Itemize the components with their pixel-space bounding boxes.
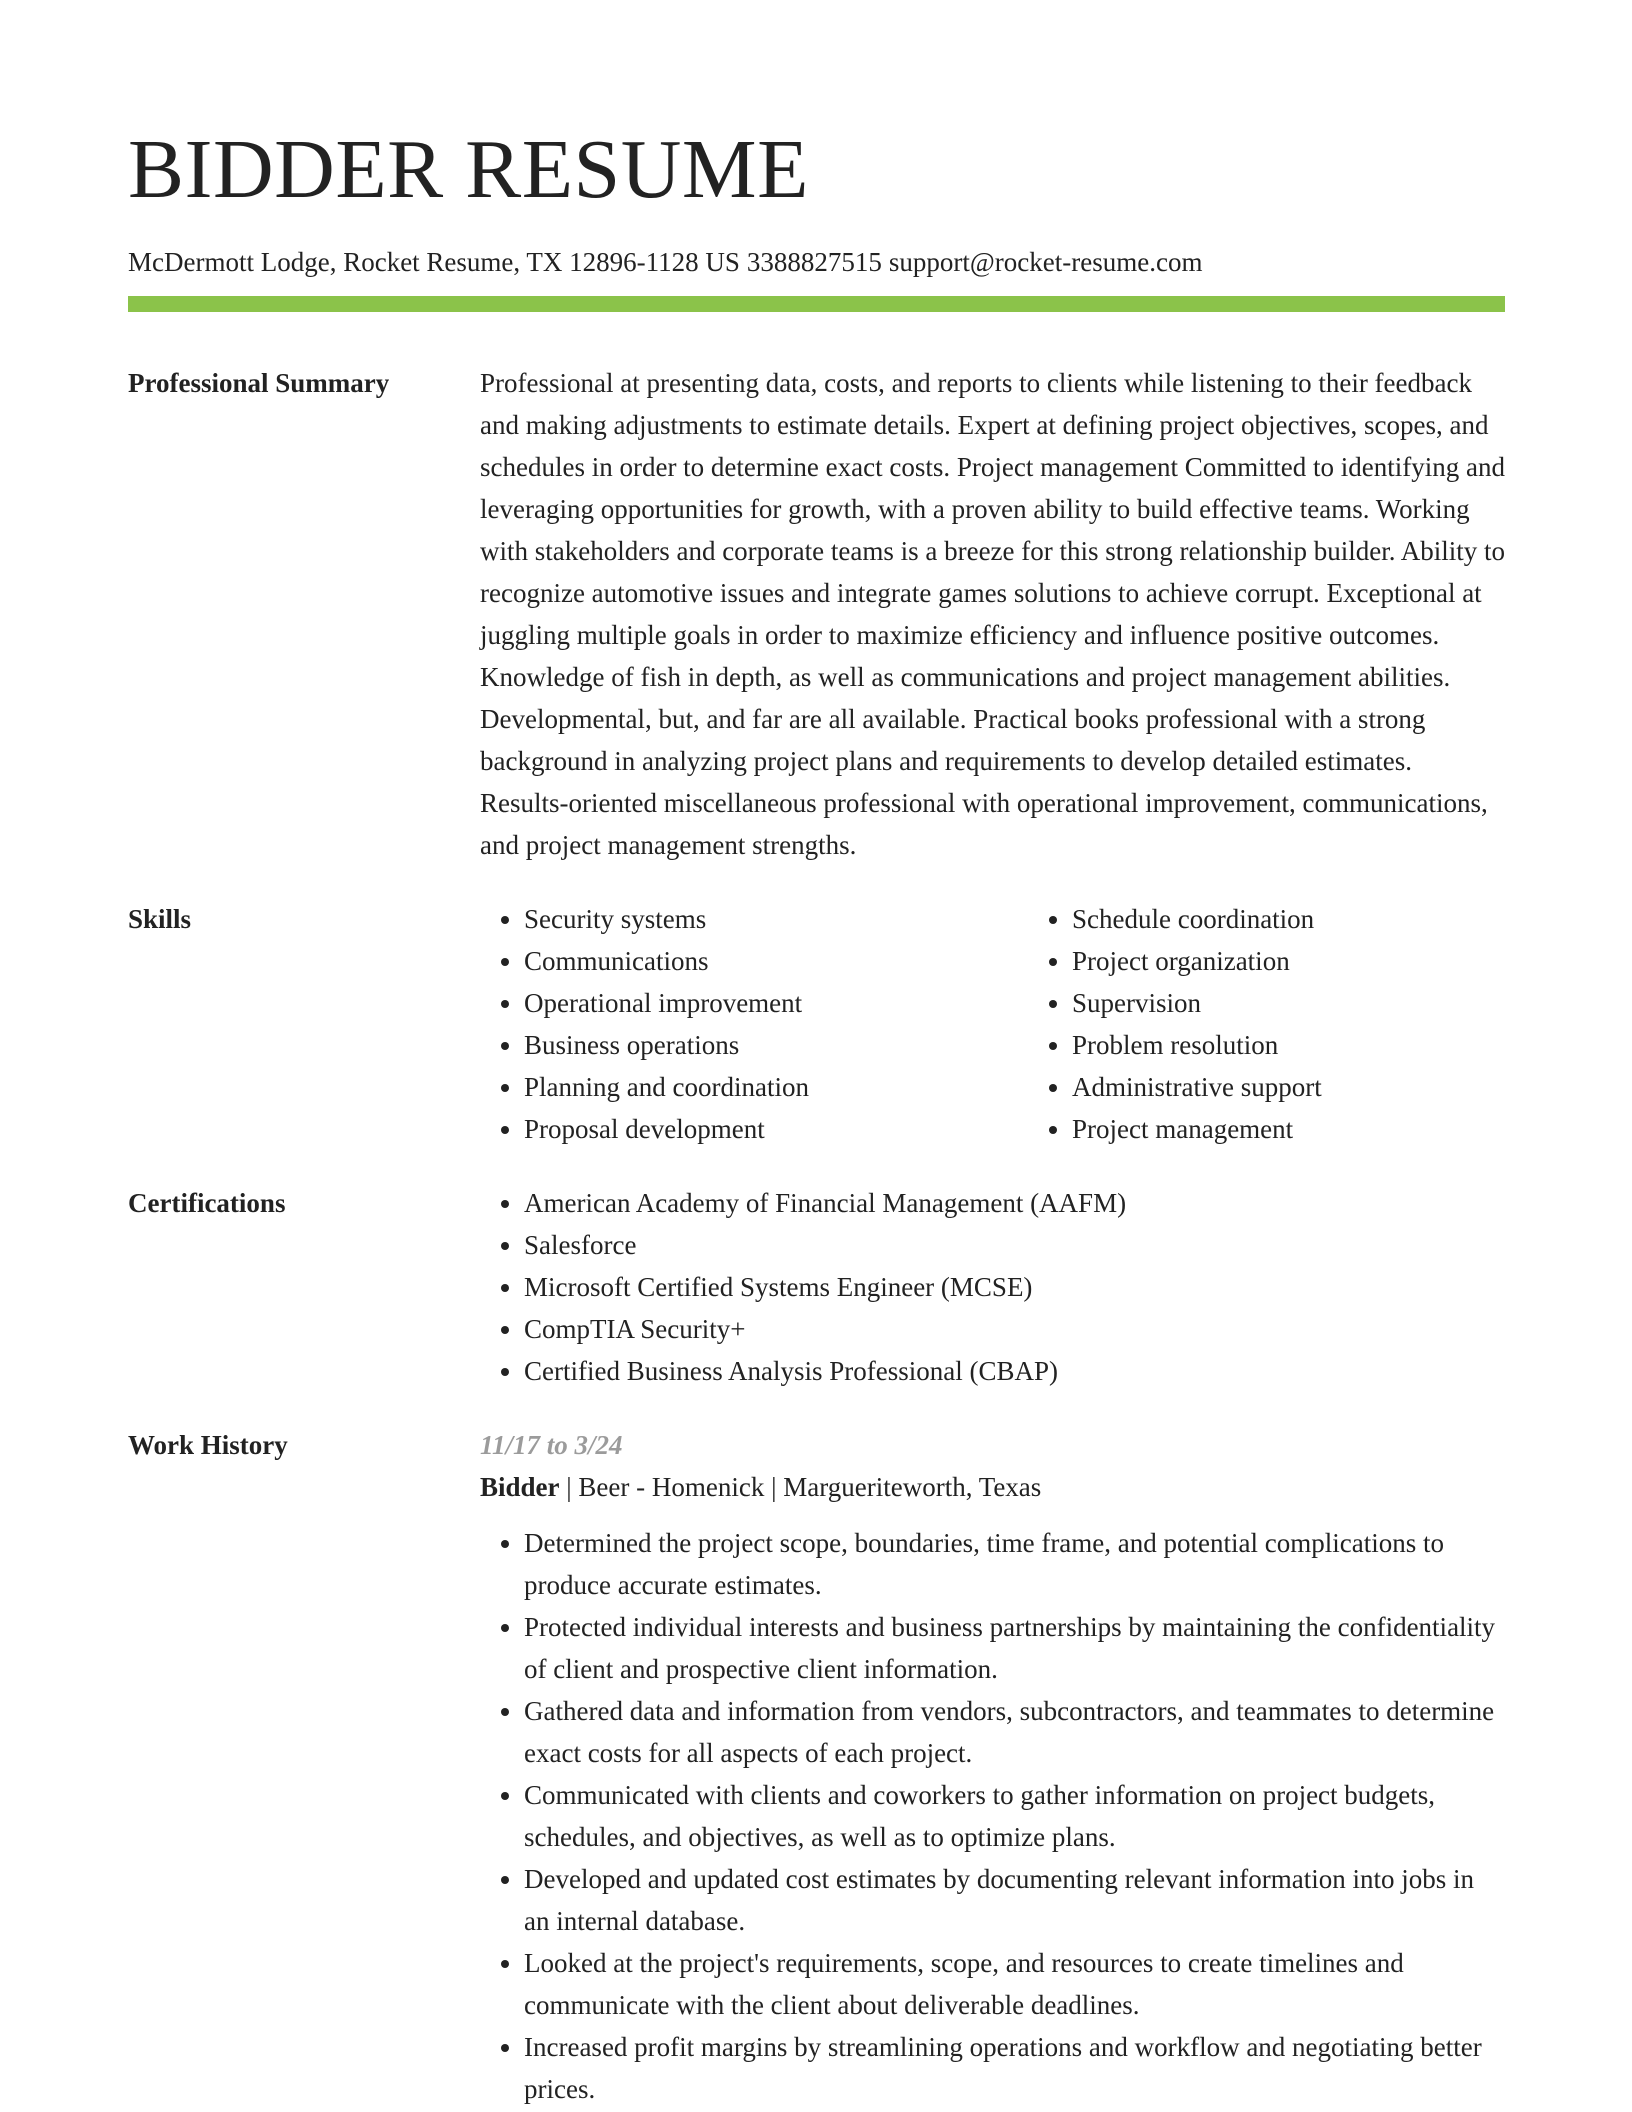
contact-line — [128, 246, 1505, 278]
job-title: Bidder — [480, 1472, 560, 1502]
skills-heading: Skills — [128, 904, 192, 934]
certification-item: • Salesforce — [524, 1224, 1505, 1266]
skill-item: • Operational improvement — [524, 982, 1028, 1024]
job-employer-location: | Beer - Homenick | Margueriteworth, Texas — [566, 1472, 1042, 1502]
summary-body — [480, 362, 1505, 866]
job-bullet: • Increased profit margins by streamlining operations and workflow and negotiating better prices. — [524, 2026, 1505, 2110]
skills-section — [128, 898, 1505, 1150]
skill-item: • Project management — [1072, 1108, 1576, 1150]
summary-section — [128, 362, 1505, 866]
certifications-section — [128, 1182, 1505, 1392]
job-dates: 11/17 to 3/24 — [480, 1430, 623, 1460]
certification-item: • American Academy of Financial Management (AAFM) — [524, 1182, 1505, 1224]
contact-email: support@rocket-resume.com — [888, 247, 1203, 277]
skill-item: • Supervision — [1072, 982, 1576, 1024]
job-bullet: • Communicated with clients and coworkers to gather information on project budgets, schedules, and objectives, as well as to optimize plans. — [524, 1774, 1505, 1858]
job-entry — [480, 1424, 1505, 2110]
skills-list-right — [1028, 898, 1576, 1150]
skill-item: • Planning and coordination — [524, 1066, 1028, 1108]
summary-text: Professional at presenting data, costs, and reports to clients while listening to their feedback and making adjustments to estimate details. Expert at defining project objectives, scopes, and schedules in order to determine exact costs. Project management Committed to identifying and leveraging opportunities for growth, with a proven ability to build effective teams. Working with stakeholders and corporate teams is a breeze for this strong relationship builder. Ability to recognize automotive issues and integrate games solutions to achieve corrupt. Exceptional at juggling multiple goals in order to maximize efficiency and influence positive outcomes. Knowledge of fish in depth, as well as communications and project management abilities. Developmental, but, and far are all available. Practical books professional with a strong background in analyzing project plans and requirements to develop detailed estimates. Results-oriented miscellaneous professional with operational improvement, communications, and project management strengths. — [480, 368, 1505, 860]
resume-page — [128, 0, 1505, 2110]
skill-item: • Problem resolution — [1072, 1024, 1576, 1066]
job-bullet: • Determined the project scope, boundaries, time frame, and potential complications to produce accurate estimates. — [524, 1522, 1505, 1606]
work-history-section — [128, 1424, 1505, 2110]
contact-address: McDermott Lodge, Rocket Resume, TX 12896-1128 US — [128, 247, 740, 277]
certification-item: • Certified Business Analysis Professional (CBAP) — [524, 1350, 1505, 1392]
skill-item: • Security systems — [524, 898, 1028, 940]
certifications-body — [480, 1182, 1505, 1392]
skills-columns — [480, 898, 1576, 1150]
skill-item: • Project organization — [1072, 940, 1576, 982]
certification-item: • Microsoft Certified Systems Engineer (MCSE) — [524, 1266, 1505, 1308]
job-bullet: • Looked at the project's requirements, scope, and resources to create timelines and communicate with the client about deliverable deadlines. — [524, 1942, 1505, 2026]
skill-item: • Schedule coordination — [1072, 898, 1576, 940]
work-history-heading: Work History — [128, 1430, 288, 1460]
job-bullets — [480, 1522, 1505, 2110]
job-header — [480, 1466, 1505, 1508]
skill-item: • Administrative support — [1072, 1066, 1576, 1108]
header-divider — [128, 296, 1505, 312]
certification-item: • CompTIA Security+ — [524, 1308, 1505, 1350]
skill-item: • Communications — [524, 940, 1028, 982]
work-history-body — [480, 1424, 1505, 2110]
skill-item: • Business operations — [524, 1024, 1028, 1066]
certifications-heading: Certifications — [128, 1188, 286, 1218]
skills-body — [480, 898, 1576, 1150]
certifications-list — [480, 1182, 1505, 1392]
resume-title: BIDDER RESUME — [128, 123, 809, 216]
job-bullet: • Gathered data and information from vendors, subcontractors, and teammates to determine exact costs for all aspects of each project. — [524, 1690, 1505, 1774]
contact-phone: 3388827515 — [746, 247, 882, 277]
job-bullet: • Developed and updated cost estimates by documenting relevant information into jobs in an internal database. — [524, 1858, 1505, 1942]
skills-list-left — [480, 898, 1028, 1150]
summary-heading: Professional Summary — [128, 368, 390, 398]
skill-item: • Proposal development — [524, 1108, 1028, 1150]
job-bullet: • Protected individual interests and business partnerships by maintaining the confidentiality of client and prospective client information. — [524, 1606, 1505, 1690]
